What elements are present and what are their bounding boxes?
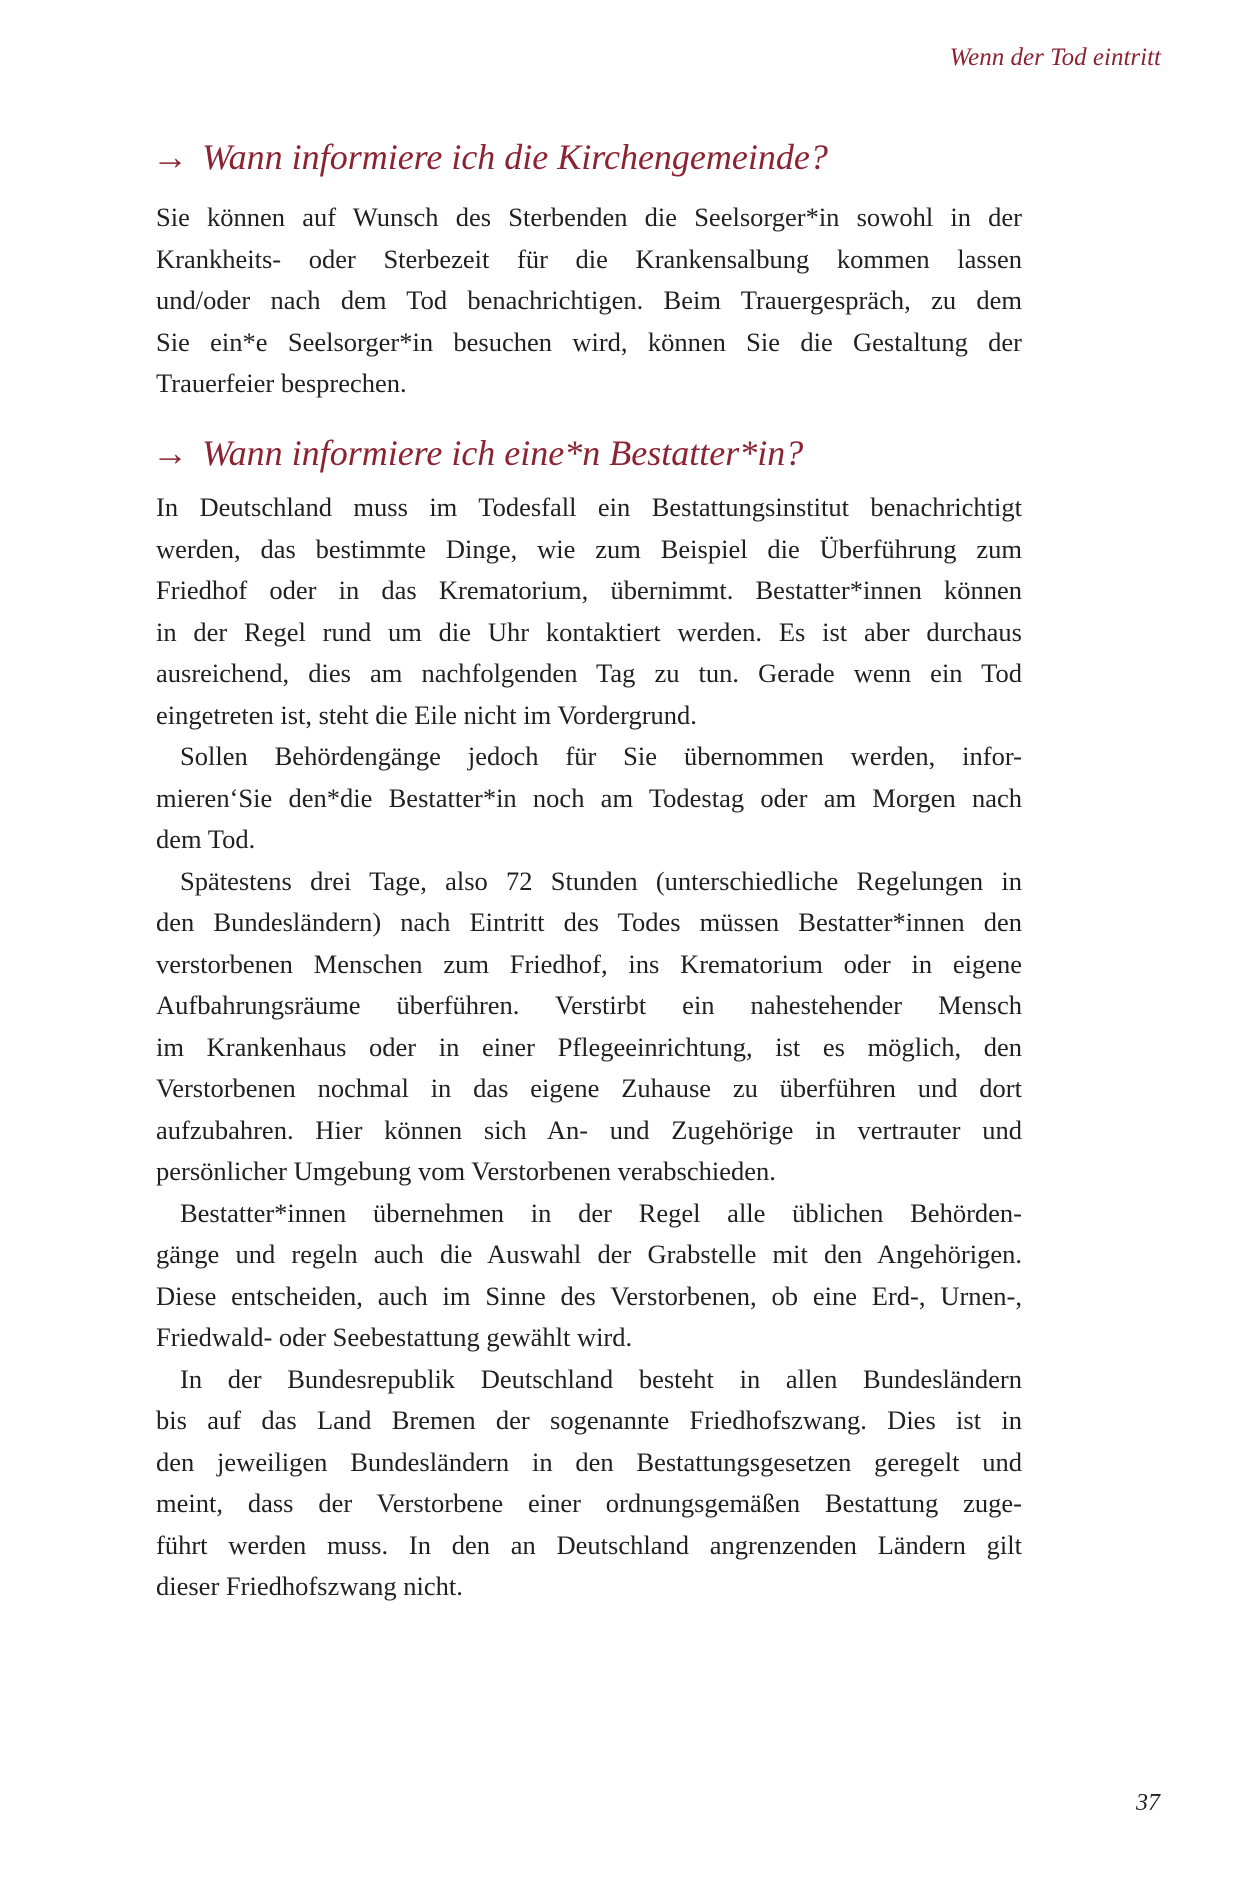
paragraph: [156, 861, 1022, 1193]
text-line: Trauerfeier besprechen.: [156, 368, 407, 398]
text-line: in der Regel rund um die Uhr kontaktiert werden. Es ist aber durchaus: [156, 616, 1022, 647]
paragraph: [156, 736, 1022, 861]
text-line: gänge und regeln auch die Auswahl der Grabstelle mit den Angehörigen.: [156, 1239, 1022, 1269]
text-line: dieser Friedhofszwang nicht.: [156, 1571, 463, 1601]
text-line: dem Tod.: [156, 824, 256, 854]
text-line: Bestatter*innen übernehmen in der Regel alle üblichen Behörden-: [180, 1197, 1022, 1228]
section-body-bestatter: [156, 487, 1022, 1608]
text-line: In Deutschland muss im Todesfall ein Bestattungsinstitut benachrichtigt: [156, 492, 1022, 522]
heading-text: Wann informiere ich eine*n Bestatter*in?: [202, 433, 804, 473]
paragraph: [156, 1359, 1022, 1608]
text-line: werden, das bestimmte Dinge, wie zum Beispiel die Überführung zum: [156, 533, 1022, 564]
text-line: bis auf das Land Bremen der sogenannte Friedhofszwang. Dies ist in: [156, 1405, 1022, 1435]
text-line: Sollen Behördengänge jedoch für Sie übernommen werden, infor-: [180, 741, 1022, 771]
text-line: ausreichend, dies am nachfolgenden Tag zu tun. Gerade wenn ein Tod: [156, 658, 1022, 688]
text-line: Friedhof oder in das Krematorium, übernimmt. Bestatter*innen können: [156, 575, 1022, 605]
text-line: im Krankenhaus oder in einer Pflegeeinrichtung, ist es möglich, den: [156, 1031, 1022, 1062]
text-line: führt werden muss. In den an Deutschland angrenzenden Ländern gilt: [156, 1529, 1022, 1560]
paragraph: [156, 487, 1022, 736]
text-line: Diese entscheiden, auch im Sinne des Verstorbenen, ob eine Erd-, Urnen-,: [156, 1280, 1022, 1311]
text-line: den jeweiligen Bundesländern in den Bestattungsgesetzen geregelt und: [156, 1446, 1022, 1477]
section-heading-bestatter: [152, 432, 803, 474]
running-header: Wenn der Tod eintritt: [949, 44, 1161, 71]
text-line: eingetreten ist, steht die Eile nicht im Vordergrund.: [156, 699, 697, 730]
text-line: meint, dass der Verstorbene einer ordnungsgemäßen Bestattung zuge-: [156, 1488, 1022, 1518]
text-line: den Bundesländern) nach Eintritt des Todes müssen Bestatter*innen den: [156, 907, 1022, 937]
text-line: Verstorbenen nochmal in das eigene Zuhause zu überführen und dort: [156, 1073, 1022, 1103]
arrow-icon: →: [152, 137, 188, 177]
text-line: Krankheits- oder Sterbezeit für die Krankensalbung kommen lassen: [156, 243, 1022, 274]
text-line: und/oder nach dem Tod benachrichtigen. Beim Trauergespräch, zu dem: [156, 285, 1022, 315]
text-line: Spätestens drei Tage, also 72 Stunden (unterschiedliche Regelungen in: [180, 865, 1022, 896]
paragraph: [156, 197, 1022, 405]
heading-text: Wann informiere ich die Kirchengemeinde?: [202, 137, 828, 177]
paragraph: [156, 1193, 1022, 1359]
section-heading-kirchengemeinde: [152, 136, 828, 178]
text-line: Sie können auf Wunsch des Sterbenden die Seelsorger*in sowohl in der: [156, 202, 1022, 232]
page-number: 37: [1136, 1790, 1160, 1816]
text-line: Sie ein*e Seelsorger*in besuchen wird, können Sie die Gestaltung der: [156, 326, 1022, 357]
text-line: persönlicher Umgebung vom Verstorbenen verabschieden.: [156, 1156, 776, 1186]
text-line: Friedwald- oder Seebestattung gewählt wird.: [156, 1322, 633, 1352]
text-line: In der Bundesrepublik Deutschland besteht in allen Bundesländern: [180, 1363, 1022, 1394]
text-line: aufzubahren. Hier können sich An- und Zugehörige in vertrauter und: [156, 1114, 1022, 1145]
arrow-icon: →: [152, 433, 188, 473]
text-line: Aufbahrungsräume überführen. Verstirbt ein nahestehender Mensch: [156, 990, 1022, 1020]
section-body-kirchengemeinde: [156, 197, 1022, 405]
text-line: verstorbenen Menschen zum Friedhof, ins Krematorium oder in eigene: [156, 948, 1022, 979]
text-line: mieren‘Sie den*die Bestatter*in noch am Todestag oder am Morgen nach: [156, 782, 1022, 813]
